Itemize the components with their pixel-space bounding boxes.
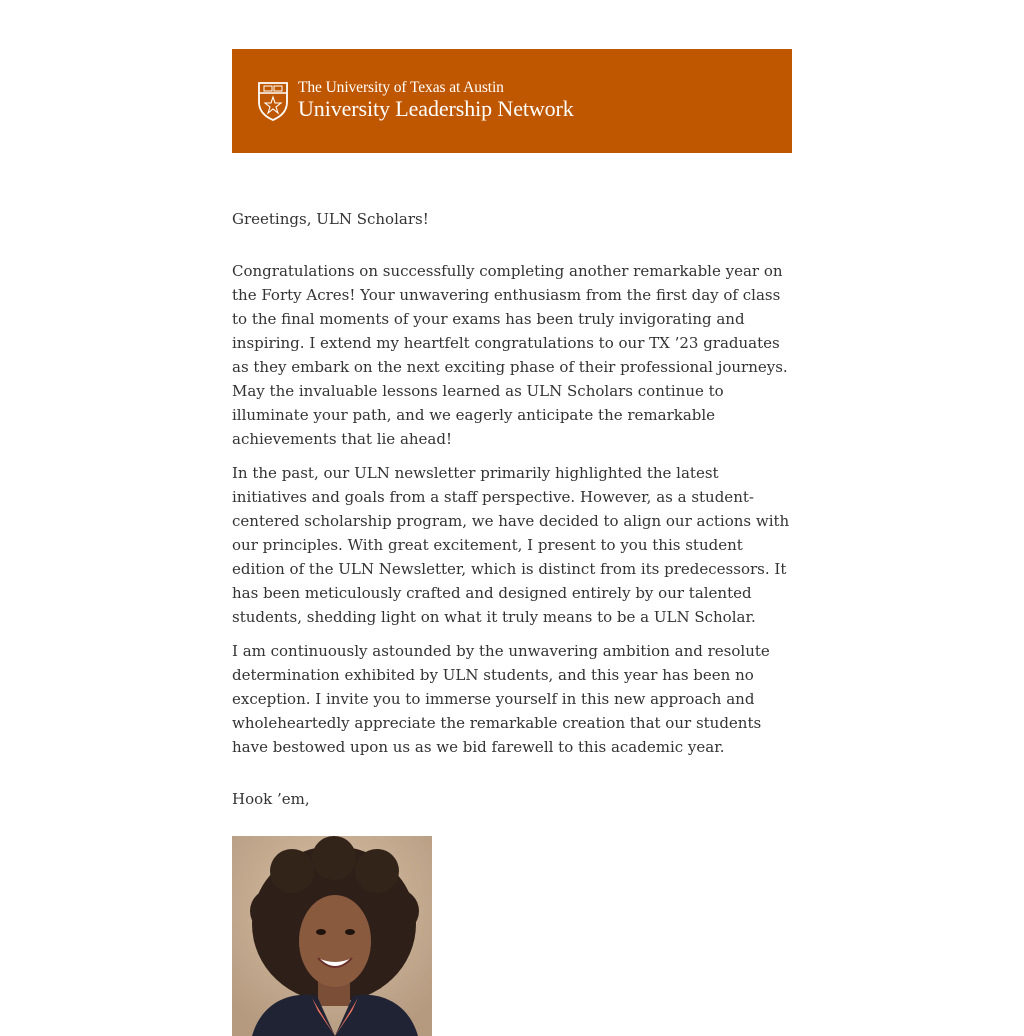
paragraph: Congratulations on successfully completing another remarkable year on the Forty Acres! Your unwavering enthusiasm from the first day of class to the final moments of your exams has been truly invigorating and inspiring. I extend my heartfelt congratulations to our TX ’23 graduates as they embark on the next exciting phase of their professional journeys. May the invaluable lessons learned as ULN Scholars continue to illuminate your path, and we eagerly anticipate the remarkable achievements that lie ahead! <box>232 262 788 448</box>
letter-body <box>232 207 792 1036</box>
newsletter-container <box>232 49 792 1036</box>
paragraph: I am continuously astounded by the unwavering ambition and resolute determination exhibited by ULN students, and this year has been no exception. I invite you to immerse yourself in this new approach and wholeheartedly appreciate the remarkable creation that our students have bestowed upon us as we bid farewell to this academic year. <box>232 642 770 756</box>
header-banner <box>232 49 792 153</box>
signoff: Hook ’em, <box>232 790 310 808</box>
greeting: Greetings, ULN Scholars! <box>232 210 429 228</box>
portrait-photo <box>232 836 432 1036</box>
university-seal-icon <box>256 80 290 122</box>
banner-text <box>298 79 574 121</box>
university-name: The University of Texas at Austin <box>298 79 504 96</box>
program-name: University Leadership Network <box>298 96 574 121</box>
paragraph: In the past, our ULN newsletter primarily highlighted the latest initiatives and goals from a staff perspective. However, as a student-centered scholarship program, we have decided to align our actions with our principles. With great excitement, I present to you this student edition of the ULN Newsletter, which is distinct from its predecessors. It has been meticulously crafted and designed entirely by our talented students, shedding light on what it truly means to be a ULN Scholar. <box>232 464 790 626</box>
